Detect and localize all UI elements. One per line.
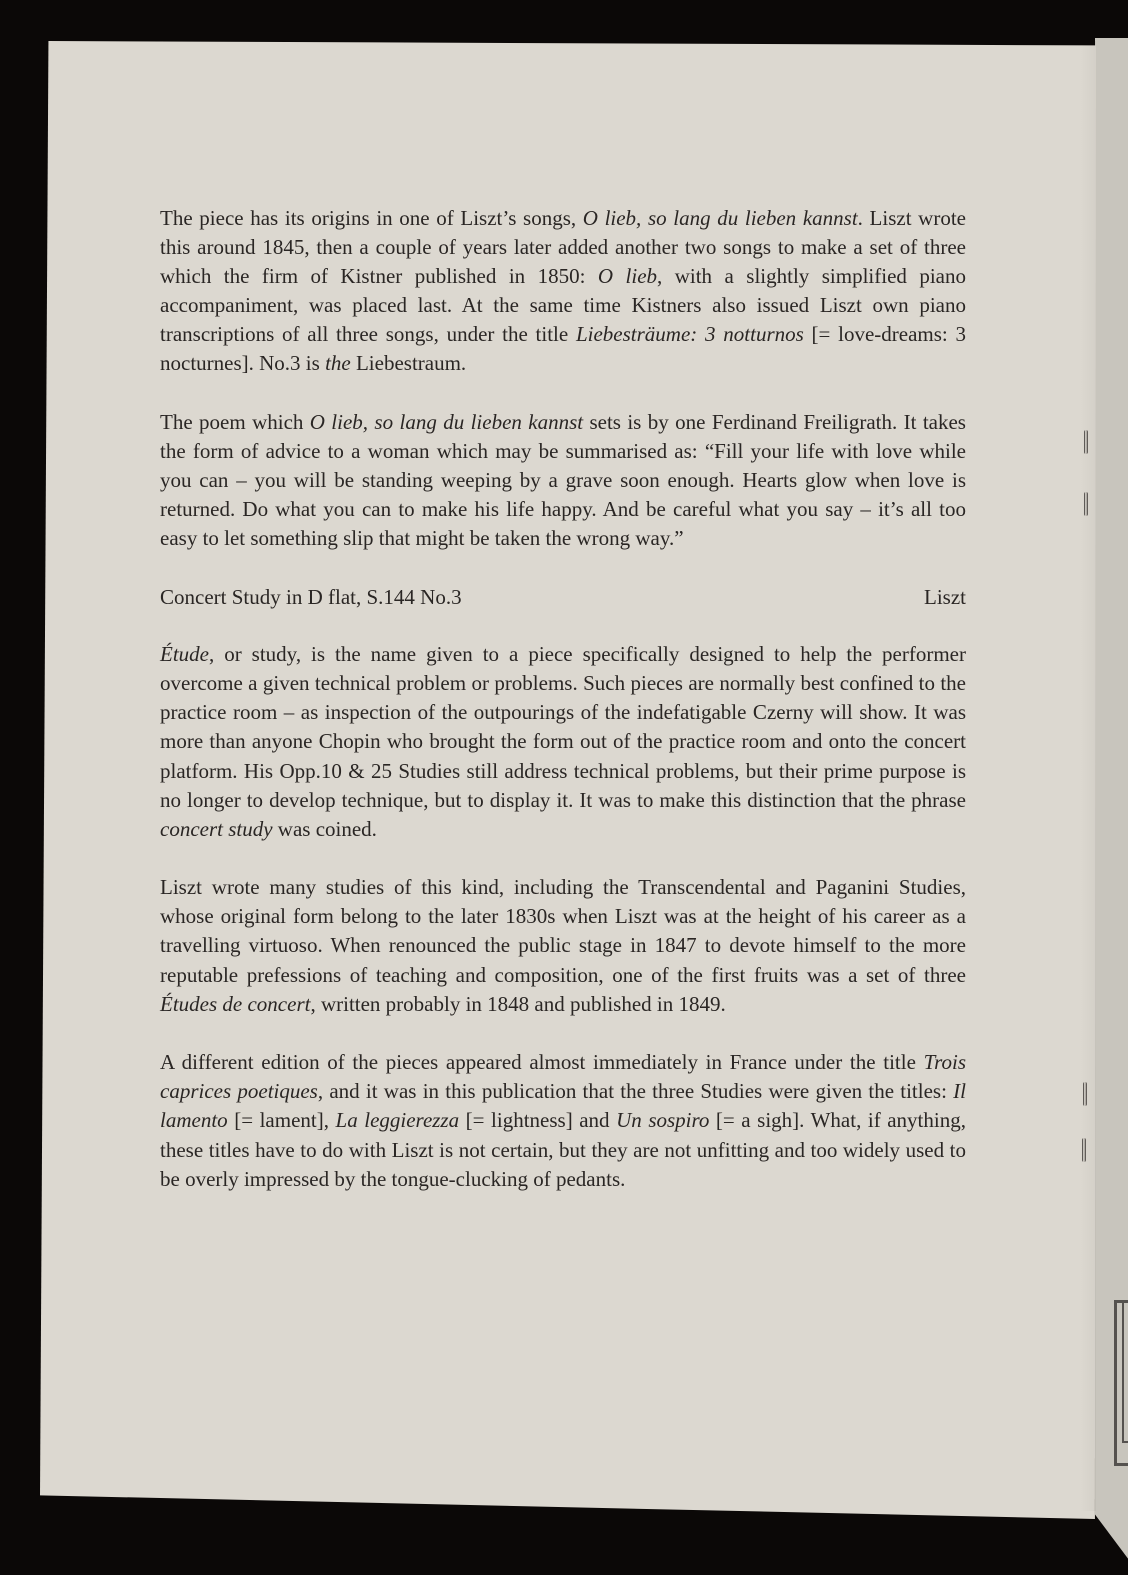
text: The poem which bbox=[160, 410, 310, 435]
collection-title: Études de concert bbox=[160, 991, 311, 1016]
staple-icon bbox=[1084, 492, 1088, 516]
text: , or study, is the name given to a piece specifically designed to help the performer overcome a given technical problem or problems. Such pieces are normally best confined to the practice room – as inspection of the outpourings of the indefatigable Czerny will show. It was more than anyone Chopin who brought the form out of the practice room and onto the concert platform. His Opp.10 & 25 Studies still address technical problems, but their prime purpose is no longer to develop technique, but to display it. It was to make this distinction that the phrase bbox=[160, 642, 966, 812]
song-title: O lieb, so lang du lieben kannst bbox=[309, 410, 584, 435]
text: sets is by one Ferdinand Freiligrath. It takes the form of advice to a woman which may be summarised as: “Fill your life with love while you can – you will be standing weeping by a grave soon enough. Hearts glow when love is returned. Do what you can to make his life happy. And be careful what you say – it’s all too easy to let something slip that might be taken the wrong way.” bbox=[160, 410, 966, 551]
document-body bbox=[160, 204, 966, 1223]
staple-icon bbox=[1084, 430, 1088, 454]
back-page-inner-frame bbox=[1122, 1300, 1128, 1443]
term: concert study bbox=[160, 816, 273, 841]
collection-title: Liebesträume: 3 notturnos bbox=[575, 322, 804, 347]
piece-title: Concert Study in D flat, S.144 No.3 bbox=[160, 585, 462, 610]
paragraph-etude bbox=[160, 640, 966, 844]
staple-icon bbox=[1082, 1138, 1086, 1162]
text: . Liszt wrote this around 1845, then a couple of years later added another two songs to make a set of three which the firm of Kistner published in 1850: bbox=[160, 206, 966, 289]
piece-heading bbox=[160, 583, 966, 612]
piece-title: Il lamento bbox=[160, 1079, 966, 1133]
piece-title: Un sospiro bbox=[616, 1108, 710, 1133]
collection-title: Trois caprices poetiques bbox=[160, 1050, 966, 1104]
paragraph-liszt-studies bbox=[160, 873, 966, 1018]
term: Étude bbox=[160, 642, 209, 667]
text: , and it was in this publication that the three Studies were given the titles: bbox=[317, 1079, 954, 1104]
paragraph-french-edition bbox=[160, 1048, 966, 1193]
composer-name: Liszt bbox=[924, 585, 966, 610]
text: , with a slightly simplified piano accompaniment, was placed last. At the same time Kistners also issued Liszt own piano transcriptions of all three songs, under the title bbox=[160, 264, 967, 347]
page-edge-shadow bbox=[1080, 41, 1096, 1511]
piece-title: La leggierezza bbox=[335, 1108, 460, 1133]
text: Liebestraum. bbox=[350, 351, 467, 376]
text: A different edition of the pieces appeared almost immediately in France under the title bbox=[160, 1050, 924, 1075]
text: , written probably in 1848 and published in 1849. bbox=[310, 991, 726, 1016]
text: [= a sigh]. What, if anything, these titles have to do with Liszt is not certain, but they are not unfitting and too widely used to be overly impressed by the tongue-clucking of pedants. bbox=[160, 1108, 966, 1191]
song-title-short: O lieb bbox=[597, 264, 658, 289]
emphasis: the bbox=[325, 351, 351, 376]
text: [= lightness] and bbox=[459, 1108, 617, 1133]
paragraph-liebestraum-origins bbox=[160, 204, 966, 379]
paragraph-poem bbox=[160, 408, 966, 553]
text: [= lament], bbox=[227, 1108, 336, 1133]
text: was coined. bbox=[272, 816, 377, 841]
text: The piece has its origins in one of Liszt’s songs, bbox=[160, 206, 583, 230]
staple-icon bbox=[1083, 1082, 1087, 1106]
text: Liszt wrote many studies of this kind, including the Transcendental and Paganini Studies, whose original form belong to the later 1830s when Liszt was at the height of his career as a travelling virtuoso. When renounced the public stage in 1847 to devote himself to the more reputable prefessions of teaching and composition, one of the first fruits was a set of three bbox=[160, 875, 966, 987]
text: [= love-dreams: 3 nocturnes]. No.3 is bbox=[160, 322, 966, 376]
song-title: O lieb, so lang du lieben kannst bbox=[582, 206, 858, 230]
